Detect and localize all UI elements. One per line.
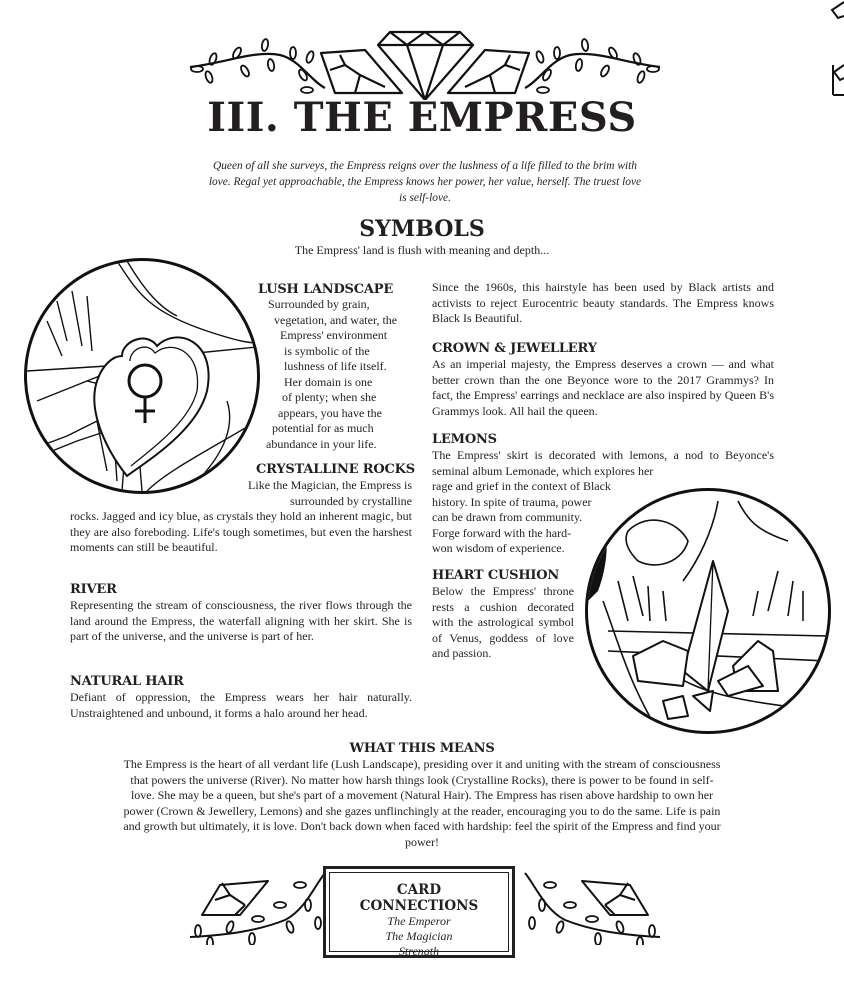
meaning-text: The Empress is the heart of all verdant life (Lush Landscape), presiding over it and uniting with the stream of consciousness that powers the universe (River). No matter how harsh things look (Crystalline Rocks), there is power to be found in self-love. She may be a queen, but she's part of a movement (Natural Hair). The Empress has risen above hardship to own her power (Crown & Jewellery, Lemons) and she gazes unflinchingly at the reader, encouraging you to do the same. Life is pain and growth but ultimately, it is love. Don't back down when faced with hardship: feel the spirit of the Empress and find your power!	[123, 757, 721, 849]
venus-heart-cushion-icon	[27, 261, 257, 491]
section-title-heart-cushion: HEART CUSHION	[432, 568, 560, 583]
card-connections-box	[323, 866, 515, 958]
diamond-vine-ornament-icon	[185, 25, 665, 100]
section-body-lemons: The Empress' skirt is decorated with lemons, a nod to Beyonce's seminal album Lemonade, which explores her	[432, 448, 774, 478]
section-title-natural-hair: NATURAL HAIR	[70, 674, 184, 689]
page-title: III. THE EMPRESS	[207, 94, 637, 141]
section-body-lemons-wrapped: rage and grief in the context of Black history. In spite of trauma, power can be drawn from community. Forge forward with the hard- won wisdom of experience.	[432, 479, 611, 555]
section-body-crystalline-rocks: rocks. Jagged and icy blue, as crystals they hold an inherent magic, but they are also foreboding. Life's tough sometimes, but even the harshest moments can still be beautiful.	[70, 509, 412, 554]
meaning-heading: WHAT THIS MEANS	[349, 741, 495, 756]
section-body-river: Representing the stream of consciousness, the river flows through the land around the Empress, the waterfall aligning with her skirt. She is part of the universe, and the universe is part of her.	[70, 598, 412, 643]
section-body-crown-jewellery: As an imperial majesty, the Empress deserves a crown — and what better crown than the one Beyonce wore to the 2017 Grammys? In fact, the Empress' earrings and necklace are also inspired by Queen B's Grammys look. All hail the queen.	[432, 357, 774, 418]
card-connections-heading: CARD CONNECTIONS	[359, 882, 479, 914]
section-body-lush-landscape: Surrounded by grain, vegetation, and water, the Empress' environment is symbolic of the lushness of life itself. Her domain is one of plenty; when she appears, you have the potential for as much abundance in your life.	[266, 297, 398, 451]
card-connection-item: Strength	[398, 944, 440, 958]
section-title-lush-landscape: LUSH LANDSCAPE	[258, 282, 394, 297]
crystalline-rocks-illustration	[585, 488, 831, 734]
crystals-river-icon	[588, 491, 828, 731]
section-body-natural-hair: Defiant of oppression, the Empress wears her hair naturally. Unstraightened and unbound, it forms a halo around her head.	[70, 690, 412, 720]
symbols-heading: SYMBOLS	[359, 216, 485, 242]
clipped-crystal-fragment-icon	[826, 0, 844, 100]
symbols-subtitle: The Empress' land is flush with meaning and depth...	[294, 243, 550, 257]
section-title-crown-jewellery: CROWN & JEWELLERY	[432, 341, 597, 356]
intro-text: Queen of all she surveys, the Empress reigns over the lushness of a life filled to the brim with love. Regal yet approachable, the Empress knows her power, her value, herself. The truest love is self-love.	[208, 160, 642, 204]
section-body-crystalline-rocks-wrapped: Like the Magician, the Empress is surrounded by crystalline	[248, 478, 412, 508]
section-title-lemons: LEMONS	[432, 432, 497, 447]
section-body-natural-hair-continued: Since the 1960s, this hairstyle has been used by Black artists and activists to reject Eurocentric beauty standards. The Empress knows Black Is Beautiful.	[432, 280, 774, 325]
card-connection-item: The Magician	[385, 929, 453, 943]
heart-cushion-illustration	[24, 258, 260, 494]
section-title-river: RIVER	[70, 582, 117, 597]
section-title-crystalline-rocks: CRYSTALLINE ROCKS	[256, 462, 415, 477]
section-body-heart-cushion: Below the Empress' throne rests a cushion decorated with the astrological symbol of Venus, goddess of love and passion.	[432, 584, 574, 660]
card-connection-item: The Emperor	[387, 914, 451, 928]
card-connections-inner	[329, 872, 509, 958]
